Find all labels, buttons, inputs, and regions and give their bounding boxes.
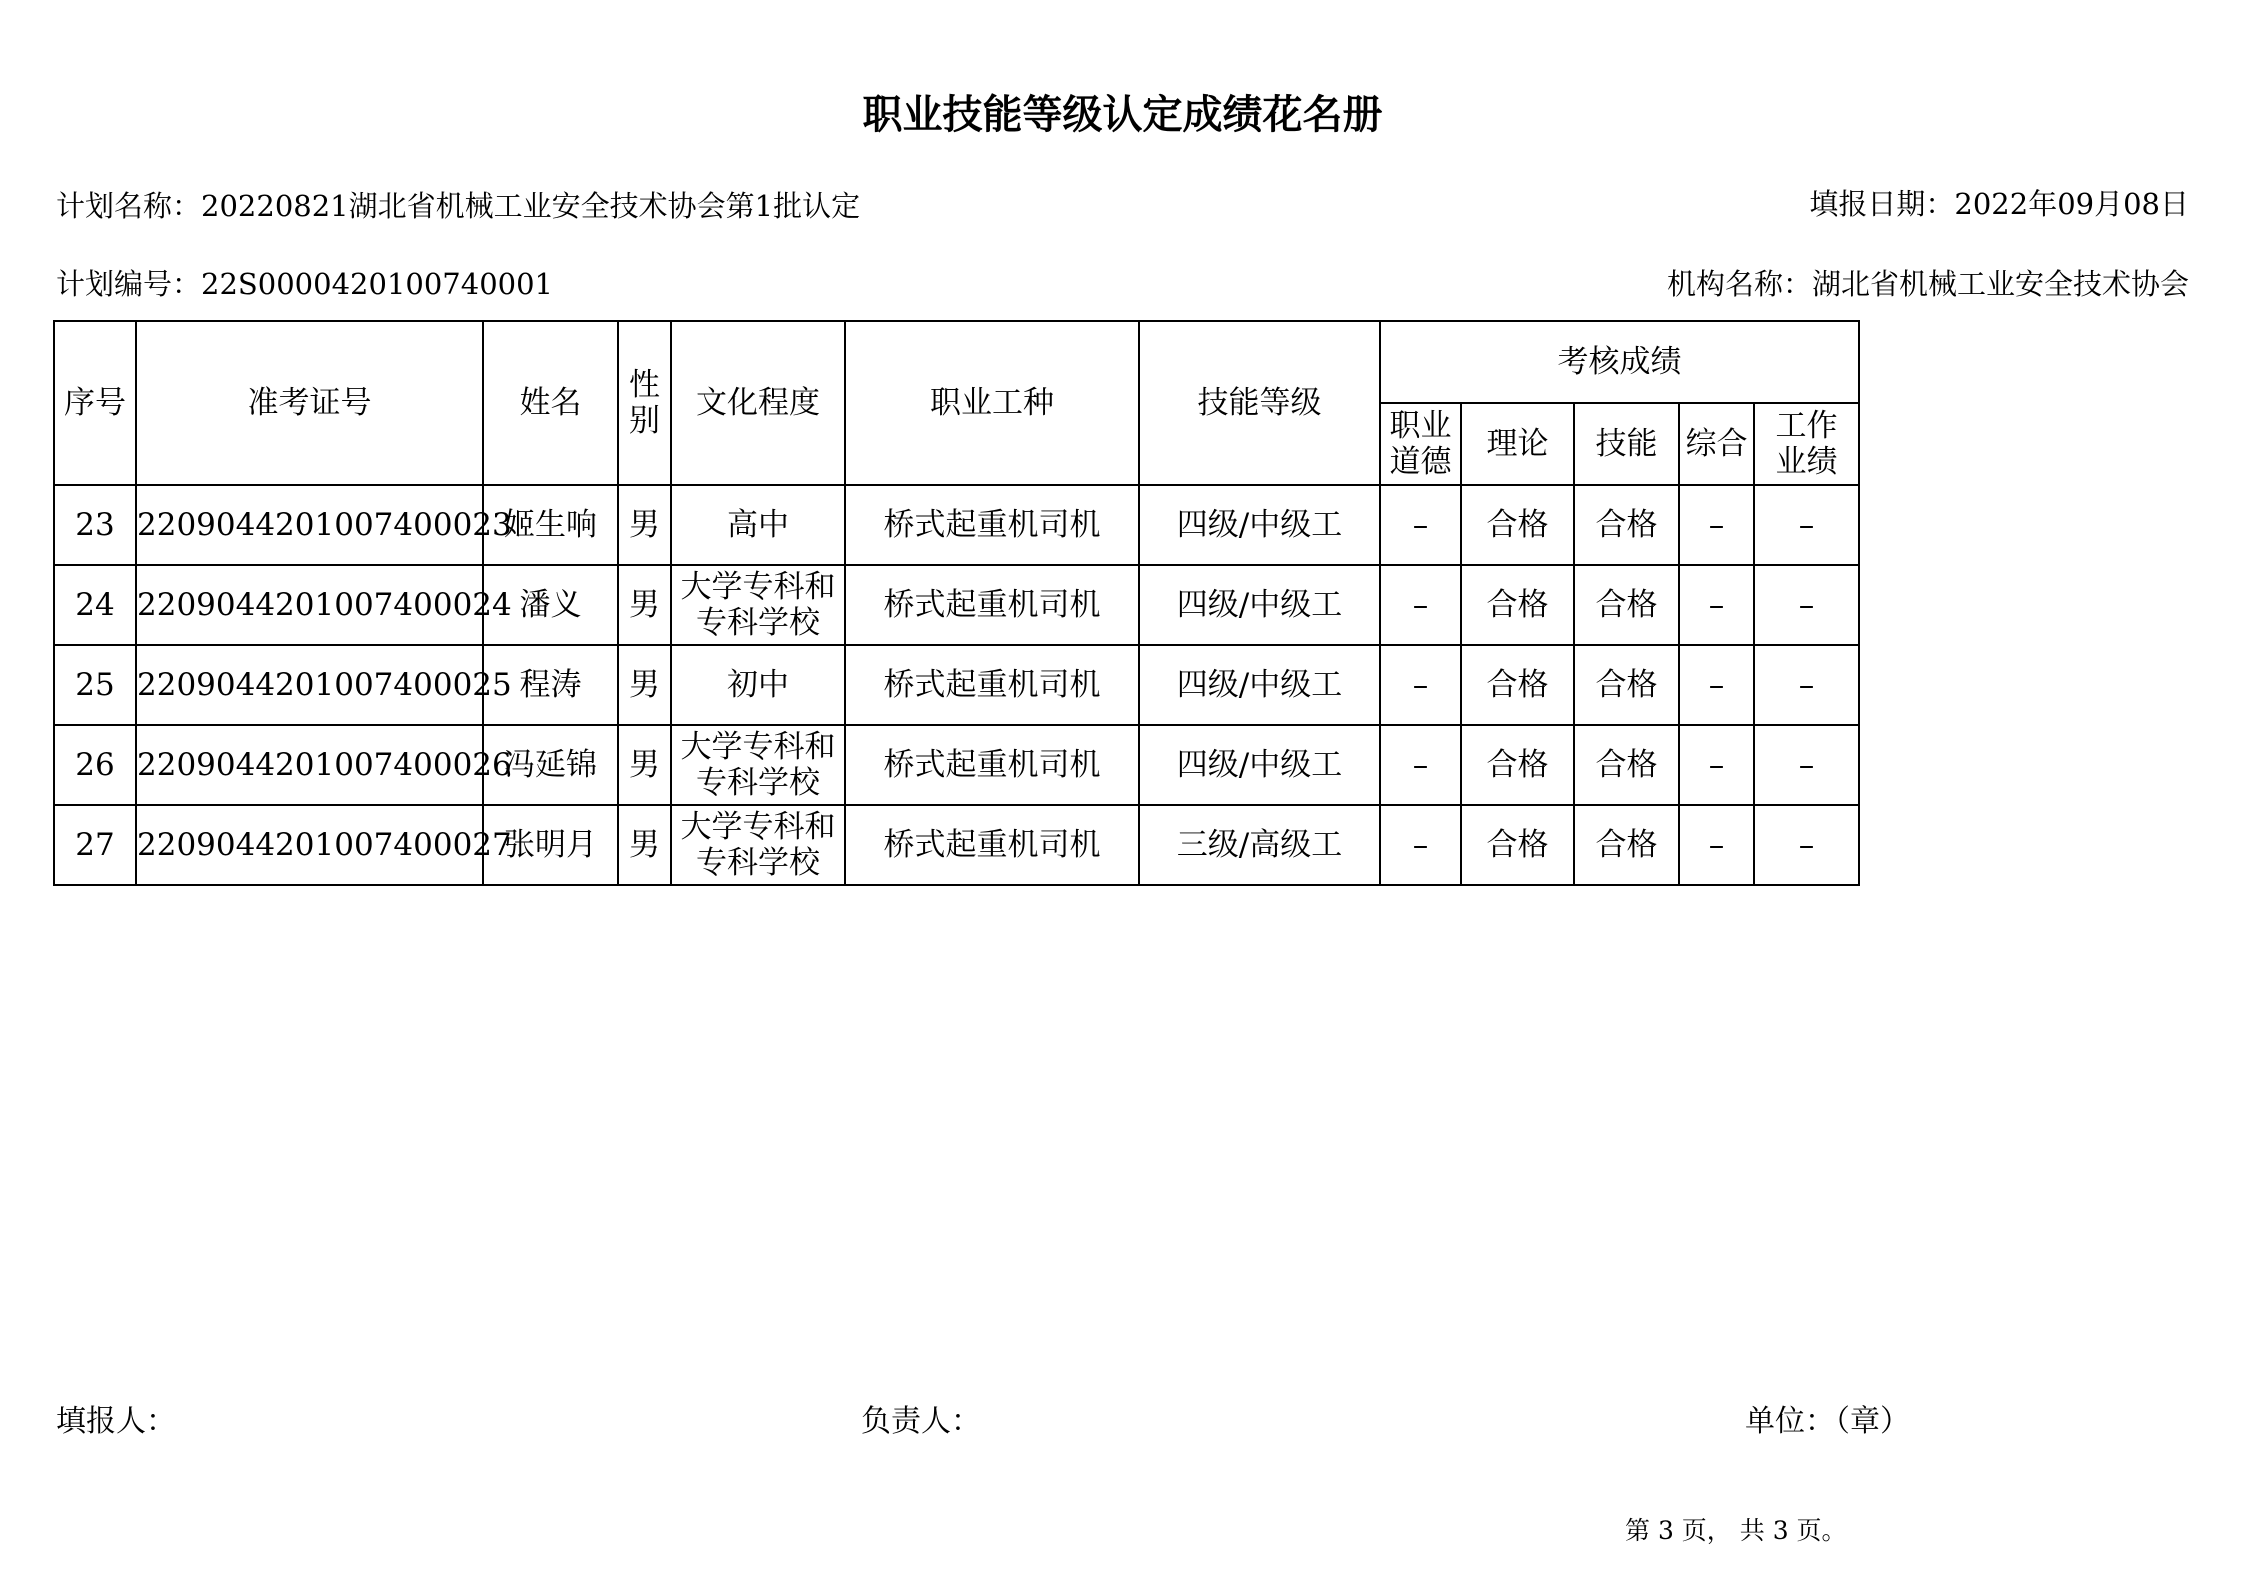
cell-ethics: – — [1380, 565, 1461, 645]
table-row — [54, 645, 1859, 725]
cell-comprehensive: – — [1679, 805, 1754, 885]
cell-seq: 26 — [54, 725, 136, 805]
cell-name: 冯延锦 — [483, 725, 618, 805]
report-date-label: 填报日期： — [1809, 187, 1955, 221]
cell-education-line1: 大学专科和 — [680, 809, 836, 845]
cell-education-line1: 高中 — [727, 507, 789, 543]
cell-seq: 27 — [54, 805, 136, 885]
plan-name — [56, 186, 860, 226]
cell-education-line1: 大学专科和 — [680, 569, 836, 605]
cell-education — [671, 485, 845, 565]
cell-skill: 合格 — [1574, 725, 1679, 805]
cell-education-line2: 专科学校 — [696, 605, 820, 641]
cell-work-performance: – — [1754, 565, 1859, 645]
table-row — [54, 565, 1859, 645]
header-skill: 技能 — [1574, 403, 1679, 485]
cell-ticket-number: 2209044201007400024 — [136, 565, 483, 645]
cell-work-performance: – — [1754, 725, 1859, 805]
cell-ethics: – — [1380, 805, 1461, 885]
table-row — [54, 805, 1859, 885]
cell-occupation: 桥式起重机司机 — [845, 565, 1139, 645]
cell-comprehensive: – — [1679, 565, 1754, 645]
plan-code — [56, 264, 553, 304]
score-roster-table — [53, 320, 1860, 886]
table-header-row — [54, 321, 1859, 403]
cell-ethics: – — [1380, 645, 1461, 725]
header-ethics-line2: 道德 — [1389, 444, 1452, 480]
header-ticket-number: 准考证号 — [136, 321, 483, 485]
footer-person-in-charge: 负责人： — [861, 1404, 981, 1439]
cell-ethics: – — [1380, 725, 1461, 805]
cell-education-line1: 初中 — [727, 667, 789, 703]
cell-comprehensive: – — [1679, 485, 1754, 565]
cell-occupation: 桥式起重机司机 — [845, 725, 1139, 805]
cell-theory: 合格 — [1461, 805, 1574, 885]
organization-label: 机构名称： — [1666, 267, 1812, 301]
footer-unit-seal: 单位：（章） — [1745, 1404, 1910, 1439]
cell-gender: 男 — [618, 485, 671, 565]
cell-theory: 合格 — [1461, 565, 1574, 645]
header-work-line2: 业绩 — [1775, 444, 1838, 480]
cell-education — [671, 725, 845, 805]
cell-seq: 24 — [54, 565, 136, 645]
cell-skill-level: 四级/中级工 — [1139, 645, 1380, 725]
cell-name: 程涛 — [483, 645, 618, 725]
header-work-performance — [1754, 403, 1859, 485]
cell-name: 潘义 — [483, 565, 618, 645]
cell-gender: 男 — [618, 725, 671, 805]
cell-work-performance: – — [1754, 485, 1859, 565]
cell-gender: 男 — [618, 565, 671, 645]
cell-occupation: 桥式起重机司机 — [845, 645, 1139, 725]
cell-ethics: – — [1380, 485, 1461, 565]
cell-skill-level: 四级/中级工 — [1139, 725, 1380, 805]
cell-ticket-number: 2209044201007400026 — [136, 725, 483, 805]
cell-theory: 合格 — [1461, 725, 1574, 805]
organization — [1667, 264, 2189, 304]
header-seq: 序号 — [54, 321, 136, 485]
header-skill-level: 技能等级 — [1139, 321, 1380, 485]
header-gender-line1: 性 — [629, 367, 660, 403]
document-title: 职业技能等级认定成绩花名册 — [862, 92, 1383, 138]
page-number: 第 3 页， 共 3 页。 — [1625, 1516, 1847, 1545]
cell-seq: 23 — [54, 485, 136, 565]
plan-code-value: 22S000042010074​0001 — [201, 267, 553, 301]
plan-name-label: 计划名称： — [56, 189, 202, 223]
cell-theory: 合格 — [1461, 645, 1574, 725]
cell-ticket-number: 2209044201007400023 — [136, 485, 483, 565]
cell-ticket-number: 2209044201007400025 — [136, 645, 483, 725]
table-row — [54, 725, 1859, 805]
header-assessment-scores: 考核成绩 — [1380, 321, 1859, 403]
cell-gender: 男 — [618, 805, 671, 885]
cell-seq: 25 — [54, 645, 136, 725]
cell-ticket-number: 2209044201007400027 — [136, 805, 483, 885]
cell-education-line2: 专科学校 — [696, 765, 820, 801]
table-row — [54, 485, 1859, 565]
header-gender — [618, 321, 671, 485]
report-date-value: 2022年09月08日 — [1954, 187, 2189, 221]
cell-comprehensive: – — [1679, 725, 1754, 805]
cell-skill-level: 三级/高级工 — [1139, 805, 1380, 885]
header-education: 文化程度 — [671, 321, 845, 485]
cell-occupation: 桥式起重机司机 — [845, 485, 1139, 565]
header-name: 姓名 — [483, 321, 618, 485]
organization-value: 湖北省机械工业安全技术协会 — [1811, 267, 2189, 301]
cell-work-performance: – — [1754, 805, 1859, 885]
plan-code-label: 计划编号： — [56, 267, 202, 301]
cell-name: 张明月 — [483, 805, 618, 885]
cell-name: 姬生响 — [483, 485, 618, 565]
header-occupation: 职业工种 — [845, 321, 1139, 485]
cell-skill: 合格 — [1574, 645, 1679, 725]
cell-gender: 男 — [618, 645, 671, 725]
header-gender-line2: 别 — [629, 403, 660, 439]
report-date — [1809, 184, 2189, 224]
cell-skill: 合格 — [1574, 565, 1679, 645]
plan-name-value: 20220821湖北省机械工业安全技术协会第1批认定 — [201, 189, 861, 223]
cell-skill: 合格 — [1574, 805, 1679, 885]
cell-education — [671, 645, 845, 725]
header-ethics — [1380, 403, 1461, 485]
cell-comprehensive: – — [1679, 645, 1754, 725]
cell-skill-level: 四级/中级工 — [1139, 485, 1380, 565]
cell-skill: 合格 — [1574, 485, 1679, 565]
cell-education — [671, 565, 845, 645]
footer-filled-by: 填报人： — [56, 1404, 176, 1439]
header-theory: 理论 — [1461, 403, 1574, 485]
cell-work-performance: – — [1754, 645, 1859, 725]
header-comprehensive: 综合 — [1679, 403, 1754, 485]
header-work-line1: 工作 — [1775, 408, 1838, 444]
cell-education — [671, 805, 845, 885]
cell-education-line1: 大学专科和 — [680, 729, 836, 765]
header-ethics-line1: 职业 — [1389, 408, 1452, 444]
cell-education-line2: 专科学校 — [696, 845, 820, 881]
cell-skill-level: 四级/中级工 — [1139, 565, 1380, 645]
cell-theory: 合格 — [1461, 485, 1574, 565]
cell-occupation: 桥式起重机司机 — [845, 805, 1139, 885]
